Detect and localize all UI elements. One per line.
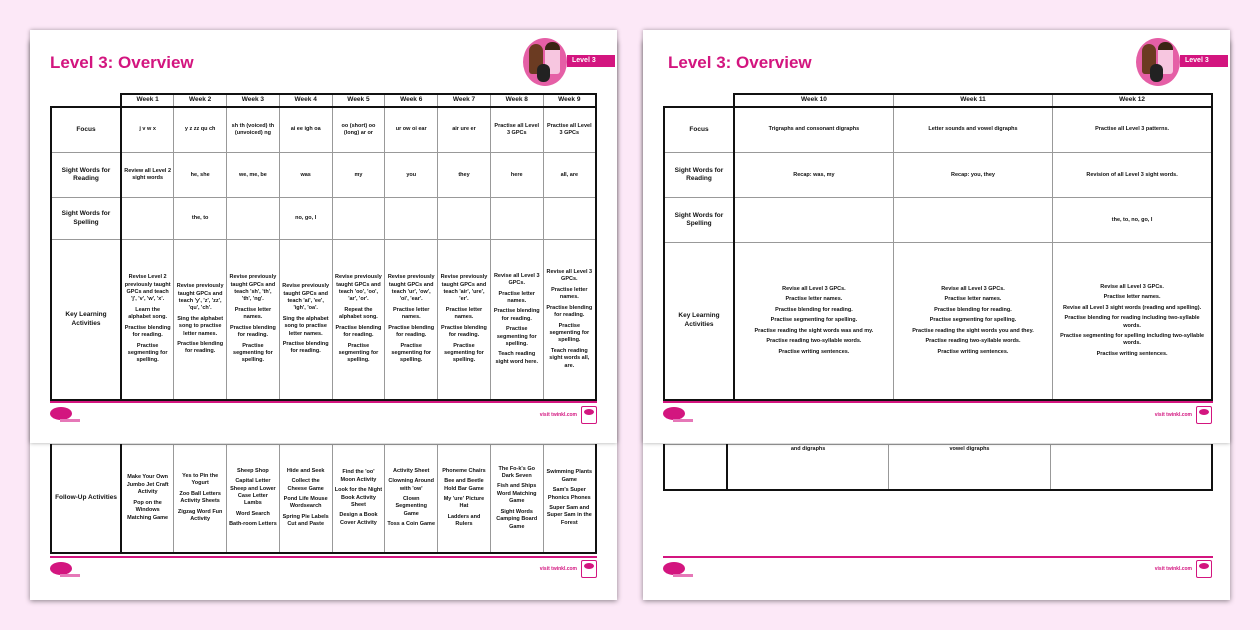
- footer-site-text: visit twinkl.com: [1154, 566, 1192, 572]
- sight-reading-cell: Recap: you, they: [893, 153, 1052, 198]
- row-label-key-learning: Key Learning Activities: [51, 240, 121, 400]
- focus-cell: air ure er: [438, 107, 491, 153]
- key-learning-cell: Revise all Level 3 GPCs. Practise letter names. Practise blending for reading. Practise segmenting for spelling. Practise reading the sight words was and my. Practise reading two-syllable words. Practise writing sentences.: [734, 243, 893, 400]
- follow-up-cell: Activity Sheet Clowning Around with 'ow' Clown Segmenting Game Toss a Coin Game: [385, 445, 438, 553]
- follow-up-cell: Make Your Own Jumbo Jet Craft Activity Pop on the Windows Matching Game: [121, 445, 174, 553]
- sight-spelling-cell: [227, 198, 280, 240]
- phonics-logo-icon: [581, 560, 597, 578]
- key-learning-cell: Revise all Level 3 GPCs. Practise letter names. Revise all Level 3 sight words (reading and spelling). Practise blending for reading including two-syllable words. Practise segmenting for spelling including two-syllable words. Practise writing sentences.: [1053, 243, 1212, 400]
- level-badge: [1136, 38, 1228, 88]
- sight-spelling-cell: [734, 198, 893, 243]
- follow-up-cell: Hide and Seek Collect the Cheese Game Pond Life Mouse Wordsearch Spring Pie Labels Cut and Paste: [279, 445, 332, 553]
- sight-reading-cell: here: [490, 153, 543, 198]
- phonics-logo-icon: [1196, 560, 1212, 578]
- row-label-follow-up: Follow-Up Activities: [51, 445, 121, 553]
- focus-cell: sh th (voiced) th (unvoiced) ng: [227, 107, 280, 153]
- continued-cell: and digraphs: [727, 445, 889, 490]
- sight-spelling-cell: the, to: [174, 198, 227, 240]
- week-header: Week 6: [385, 94, 438, 107]
- week-header: Week 11: [893, 94, 1052, 107]
- characters-avatar-icon: [1136, 38, 1180, 86]
- row-label-sight-spelling: Sight Words for Spelling: [51, 198, 121, 240]
- row-label-sight-reading: Sight Words for Reading: [664, 153, 734, 198]
- sight-spelling-cell: [490, 198, 543, 240]
- follow-up-cell: Sheep Shop Capital Letter Sheep and Lower Case Letter Lambs Word Search Bath-room Letters: [227, 445, 280, 553]
- key-learning-cell: Revise previously taught GPCs and teach 'oo', 'oo', 'ar', 'or'. Repeat the alphabet song. Practise blending for reading. Practise segmenting for spelling.: [332, 240, 385, 400]
- follow-up-cell: Phoneme Chairs Bee and Beetle Hold Bar Game My 'ure' Picture Hat Ladders and Rulers: [438, 445, 491, 553]
- focus-cell: Practise all Level 3 GPCs: [543, 107, 596, 153]
- row-label-sight-reading: Sight Words for Reading: [51, 153, 121, 198]
- week-header: Week 9: [543, 94, 596, 107]
- key-learning-row: [664, 243, 1212, 400]
- key-learning-cell: Revise Level 2 previously taught GPCs and teach 'j', 'v', 'w', 'x'. Learn the alphabet song. Practise blending for reading. Practise segmenting for spelling.: [121, 240, 174, 400]
- focus-cell: y z zz qu ch: [174, 107, 227, 153]
- key-learning-cell: Revise previously taught GPCs and teach 'sh', 'th', 'th', 'ng'. Practise letter names. Practise blending for reading. Practise segmenting for spelling.: [227, 240, 280, 400]
- key-learning-cell: Revise all Level 3 GPCs. Practise letter names. Practise blending for reading. Practise segmenting for spelling. Teach reading sight word here.: [490, 240, 543, 400]
- continued-row-label: [664, 445, 727, 490]
- phonics-logo-icon: [1196, 406, 1212, 424]
- continued-cell: [1050, 445, 1212, 490]
- footer-brand: [1155, 560, 1212, 578]
- left-overview-table: [50, 93, 597, 401]
- phonics-logo-icon: [581, 406, 597, 424]
- focus-cell: oo (short) oo (long) ar or: [332, 107, 385, 153]
- key-learning-cell: Revise all Level 3 GPCs. Practise letter names. Practise blending for reading. Practise segmenting for spelling. Teach reading sight words all, are.: [543, 240, 596, 400]
- follow-up-cell: The Fo-k's Go Dark Seven Fish and Ships Word Matching Game Sight Words Camping Board Game: [490, 445, 543, 553]
- sight-reading-row: [51, 153, 596, 198]
- week-header: Week 3: [227, 94, 280, 107]
- sight-spelling-cell: no, go, I: [279, 198, 332, 240]
- focus-row: [51, 107, 596, 153]
- row-label-sight-spelling: Sight Words for Spelling: [664, 198, 734, 243]
- sight-spelling-row: [664, 198, 1212, 243]
- page-title: Level 3: Overview: [668, 53, 812, 72]
- week-header: Week 4: [279, 94, 332, 107]
- row-label-focus: Focus: [664, 107, 734, 153]
- key-learning-cell: Revise previously taught GPCs and teach 'ur', 'ow', 'oi', 'ear'. Practise letter names. Practise blending for reading. Practise segmenting for spelling.: [385, 240, 438, 400]
- row-label-key-learning: Key Learning Activities: [664, 243, 734, 400]
- sight-reading-cell: he, she: [174, 153, 227, 198]
- row-label-focus: Focus: [51, 107, 121, 153]
- focus-row: [664, 107, 1212, 153]
- characters-avatar-icon: [523, 38, 567, 86]
- focus-cell: Practise all Level 3 GPCs: [490, 107, 543, 153]
- footer-divider: [663, 556, 1213, 558]
- page-title: Level 3: Overview: [50, 53, 194, 72]
- focus-cell: ai ee igh oa: [279, 107, 332, 153]
- follow-up-cell: Yes to Pin the Yogurt Zoo Ball Letters Activity Sheets Zigzag Word Fun Activity: [174, 445, 227, 553]
- footer-site-text: visit twinkl.com: [539, 412, 577, 418]
- twinkl-logo-icon: [50, 407, 80, 425]
- sight-spelling-cell: [332, 198, 385, 240]
- sight-reading-cell: Review all Level 2 sight words: [121, 153, 174, 198]
- sight-reading-cell: was: [279, 153, 332, 198]
- focus-cell: j v w x: [121, 107, 174, 153]
- continued-cell: vowel digraphs: [889, 445, 1051, 490]
- twinkl-logo-icon: [50, 562, 80, 580]
- sight-reading-cell: we, me, be: [227, 153, 280, 198]
- sight-spelling-row: [51, 198, 596, 240]
- sight-spelling-cell: [121, 198, 174, 240]
- sight-reading-cell: my: [332, 153, 385, 198]
- focus-cell: Practise all Level 3 patterns.: [1053, 107, 1212, 153]
- follow-up-cell: Find the 'oo' Moon Activity Look for the Night Book Activity Sheet Design a Book Cover Activity: [332, 445, 385, 553]
- right-overview-table: [663, 93, 1213, 401]
- sight-reading-cell: you: [385, 153, 438, 198]
- level-tag: Level 3: [1180, 55, 1228, 67]
- sight-reading-cell: they: [438, 153, 491, 198]
- week-header: Week 8: [490, 94, 543, 107]
- right-front-page: [643, 30, 1230, 443]
- footer-brand: [540, 560, 597, 578]
- footer-brand: [540, 406, 597, 424]
- sight-reading-row: [664, 153, 1212, 198]
- key-learning-row: [51, 240, 596, 400]
- level-tag: Level 3: [567, 55, 615, 67]
- level-badge: [523, 38, 615, 88]
- twinkl-logo-icon: [663, 407, 693, 425]
- sight-spelling-cell: [385, 198, 438, 240]
- key-learning-cell: Revise all Level 3 GPCs. Practise letter names. Practise blending for reading. Practise segmenting for spelling. Practise reading the sight words you and they. Practise reading two-syllable words. Practise writing sentences.: [893, 243, 1052, 400]
- follow-up-cell: Swimming Plants Game Sam's Super Phonics Phones Super Sam and Super Sam in the Forest: [543, 445, 596, 553]
- key-learning-cell: Revise previously taught GPCs and teach 'air', 'ure', 'er'. Practise letter names. Practise blending for reading. Practise segmenting for spelling.: [438, 240, 491, 400]
- week-header: Week 10: [734, 94, 893, 107]
- week-header: Week 2: [174, 94, 227, 107]
- right-continued-table: [663, 444, 1213, 491]
- footer-brand: [1155, 406, 1212, 424]
- sight-reading-cell: all, are: [543, 153, 596, 198]
- week-header: Week 12: [1053, 94, 1212, 107]
- footer-divider: [50, 556, 597, 558]
- focus-cell: Letter sounds and vowel digraphs: [893, 107, 1052, 153]
- footer-divider: [50, 401, 597, 403]
- sight-spelling-cell: [543, 198, 596, 240]
- key-learning-cell: Revise previously taught GPCs and teach 'y', 'z', 'zz', 'qu', 'ch'. Sing the alphabet song to practise letter names. Practise blending for reading.: [174, 240, 227, 400]
- week-header: Week 1: [121, 94, 174, 107]
- footer-site-text: visit twinkl.com: [1154, 412, 1192, 418]
- sight-spelling-cell: the, to, no, go, I: [1053, 198, 1212, 243]
- sight-reading-cell: Recap: was, my: [734, 153, 893, 198]
- sight-spelling-cell: [438, 198, 491, 240]
- week-header: Week 5: [332, 94, 385, 107]
- left-front-page: [30, 30, 617, 443]
- focus-cell: Trigraphs and consonant digraphs: [734, 107, 893, 153]
- twinkl-logo-icon: [663, 562, 693, 580]
- footer-site-text: visit twinkl.com: [539, 566, 577, 572]
- week-header: Week 7: [438, 94, 491, 107]
- focus-cell: ur ow oi ear: [385, 107, 438, 153]
- left-followup-table: [50, 444, 597, 554]
- sight-spelling-cell: [893, 198, 1052, 243]
- footer-divider: [663, 401, 1213, 403]
- key-learning-cell: Revise previously taught GPCs and teach 'ai', 'ee', 'igh', 'oa'. Sing the alphabet song to practise letter names. Practise blending for reading.: [279, 240, 332, 400]
- sight-reading-cell: Revision of all Level 3 sight words.: [1053, 153, 1212, 198]
